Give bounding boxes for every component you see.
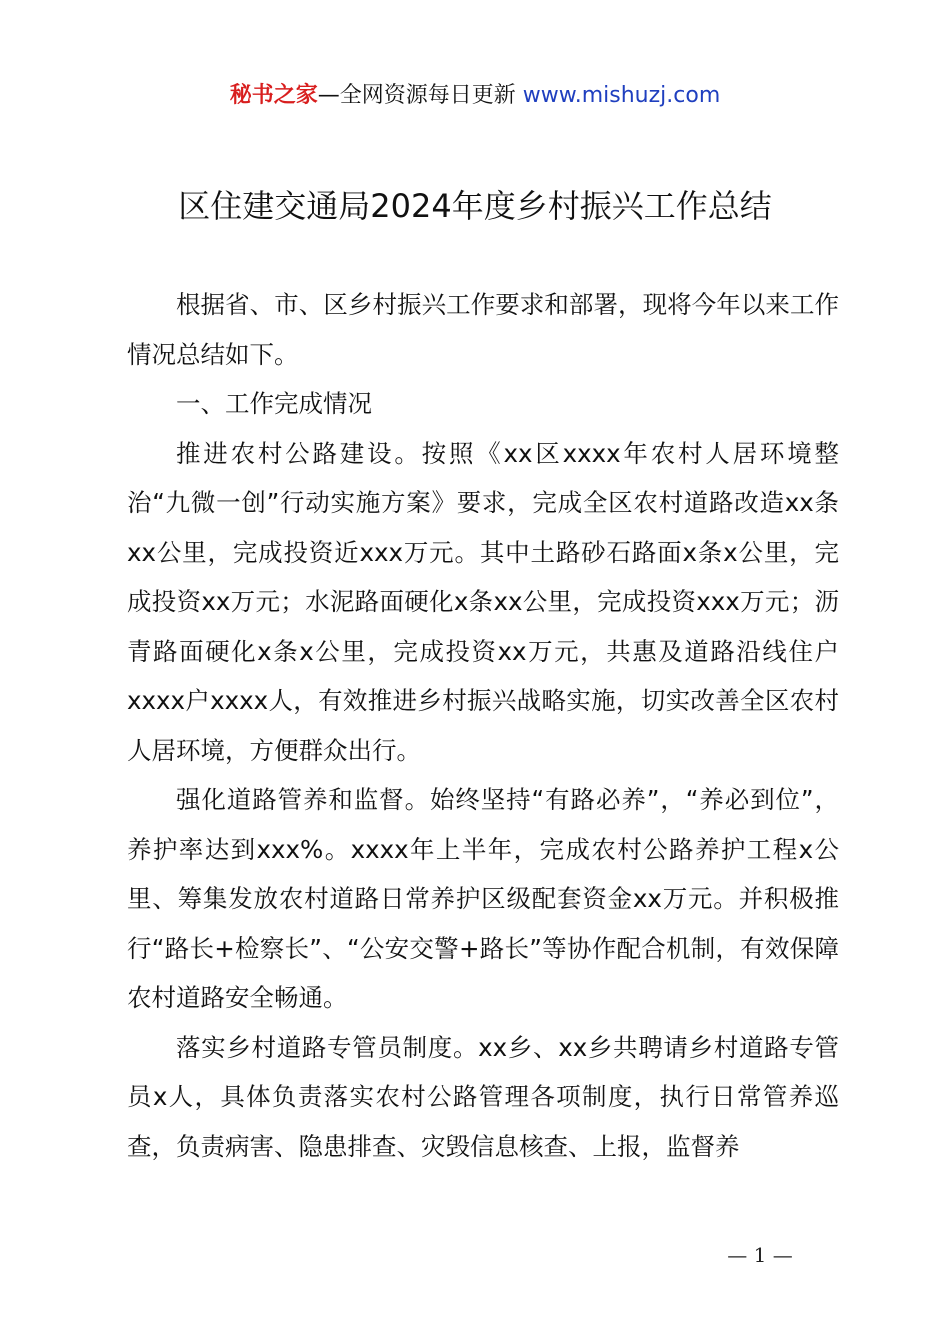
header-tagline: —全网资源每日更新 [317, 83, 516, 108]
road-manager-paragraph: 落实乡村道路专管员制度。xx乡、xx乡共聘请乡村道路专管员x人，具体负责落实农村公路管理各项制度，执行日常管养巡查，负责病害、隐患排查、灾毁信息核查、上报，监督养 [127, 1032, 839, 1161]
road-construction-paragraph: 推进农村公路建设。按照《xx区xxxx年农村人居环境整治“九微一创”行动实施方案》要求，完成全区农村道路改造xx条xx公里，完成投资近xxx万元。其中土路砂石路面x条x公里，完成投资xx万元；水泥路面硬化x条xx公里，完成投资xxx万元；沥青路面硬化x条x公里，完成投资xx万元，共惠及道路沿线住户xxxx户xxxx人，有效推进乡村振兴战略实施，切实改善全区农村人居环境，方便群众出行。 [127, 438, 839, 765]
document-body [127, 280, 839, 1171]
document-title: 区住建交通局2024年度乡村振兴工作总结 [178, 187, 772, 225]
page-number: — 1 — [727, 1243, 793, 1267]
road-maintenance-paragraph: 强化道路管养和监督。始终坚持“有路必养”，“养必到位”，养护率达到xxx%。xxxx年上半年，完成农村公路养护工程x公里、筹集发放农村道路日常养护区级配套资金xx万元。并积极推行“路长+检察长”、“公安交警+路长”等协作配合机制，有效保障农村道路安全畅通。 [127, 785, 839, 1012]
site-url-link[interactable]: www.mishuzj.com [522, 83, 721, 108]
intro-paragraph: 根据省、市、区乡村振兴工作要求和部署，现将今年以来工作情况总结如下。 [127, 290, 839, 369]
brand-name: 秘书之家 [229, 83, 318, 108]
site-header [0, 80, 950, 112]
section-heading: 一、工作完成情况 [176, 389, 372, 418]
